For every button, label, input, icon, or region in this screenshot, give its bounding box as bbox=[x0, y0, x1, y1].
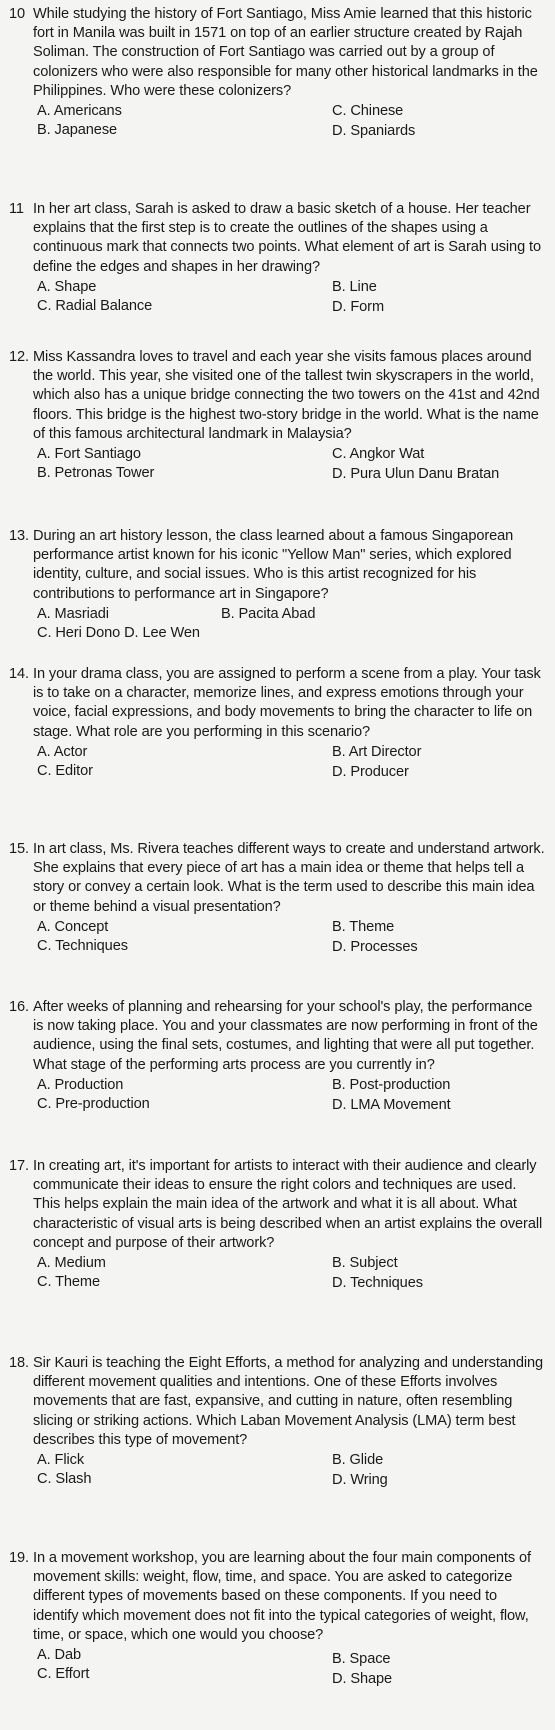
option-b[interactable]: B. Subject bbox=[332, 1255, 398, 1272]
answer-options bbox=[33, 1254, 545, 1294]
question-stem: In her art class, Sarah is asked to draw a basic sketch of a house. Her teacher explains that the first step is to create the outlines of the shapes using a continuous mark that connects two points. What element of art is Sarah using to define the edges and shapes in her drawing? bbox=[33, 201, 542, 275]
option-a[interactable]: A. Fort Santiago bbox=[37, 446, 141, 463]
question-stem: In a movement workshop, you are learning about the four main components of movement skills: weight, flow, time, and space. You are asked to categorize different types of movements based on these components. If you need to identify which movement does not fit into the typical categories of weight, flow, time, or space, which one would you choose? bbox=[33, 1550, 531, 1643]
option-a[interactable]: A. Medium bbox=[37, 1255, 106, 1272]
option-a[interactable]: A. Shape bbox=[37, 278, 97, 295]
question-stem: In art class, Ms. Rivera teaches different ways to create and understand artwork. She explains that every piece of art has a main idea or theme that helps tell a story or convey a certain look. What is the term used to describe this main idea or theme behind a visual presentation? bbox=[33, 841, 545, 915]
question-number: 18. bbox=[9, 1355, 29, 1371]
option-a[interactable]: A. Concept bbox=[37, 918, 109, 935]
option-b[interactable]: B. Art Director bbox=[332, 743, 422, 760]
question-number: 17. bbox=[9, 1158, 29, 1174]
option-a[interactable]: A. Production bbox=[37, 1076, 124, 1093]
question-number: 13. bbox=[9, 528, 29, 544]
option-c[interactable]: C. Radial Balance bbox=[37, 297, 153, 314]
question-number: 19. bbox=[9, 1550, 29, 1566]
answer-options bbox=[33, 278, 545, 318]
option-a[interactable]: A. Flick bbox=[37, 1452, 85, 1469]
question-stem: In creating art, it's important for artists to interact with their audience and clearly communicate their ideas to ensure the right colors and techniques are used. This helps explain the main idea of the artwork and what it is all about. What characteristic of visual arts is being described when an artist explains the overall concept and purpose of their artwork? bbox=[33, 1158, 543, 1251]
option-d[interactable]: D. Wring bbox=[332, 1472, 388, 1489]
question-stem: Sir Kauri is teaching the Eight Efforts, a method for analyzing and understanding different movement qualities and intentions. One of these Efforts involves movements that are fast, expansive, and cutting in nature, often resembling slicing or striking actions. Which Laban Movement Analysis (LMA) term best describes this type of movement? bbox=[33, 1355, 544, 1448]
option-a[interactable]: A. Actor bbox=[37, 743, 88, 760]
question-number: 12. bbox=[9, 349, 29, 365]
option-d[interactable]: D. Shape bbox=[332, 1671, 393, 1688]
option-d[interactable]: D. Producer bbox=[332, 763, 409, 780]
option-a[interactable]: A. Americans bbox=[37, 103, 122, 120]
option-b[interactable]: B. Pacita Abad bbox=[221, 605, 316, 622]
option-c[interactable]: C. Chinese bbox=[332, 103, 404, 120]
question-stem: During an art history lesson, the class learned about a famous Singaporean performance artist known for his iconic "Yellow Man" series, which explored identity, culture, and social issues. Who is this artist recognized for his contributions to performance art in Singapore? bbox=[33, 528, 514, 602]
option-b[interactable]: B. Theme bbox=[332, 918, 395, 935]
option-c[interactable]: C. Pre-production bbox=[37, 1095, 150, 1112]
answer-options bbox=[33, 1646, 545, 1686]
question-stem: Miss Kassandra loves to travel and each year she visits famous places around the world. This year, she visited one of the tallest twin skyscrapers in the world, which also has a unique bridge connecting the two towers on the 41st and 42nd floors. This bridge is the highest two-story bridge in the world. What is the name of this famous architectural landmark in Malaysia? bbox=[33, 349, 540, 442]
option-b[interactable]: B. Line bbox=[332, 278, 377, 295]
answer-options bbox=[33, 1451, 545, 1491]
question-19 bbox=[0, 1549, 555, 1686]
question-stem: While studying the history of Fort Santiago, Miss Amie learned that this historic fort in Manila was built in 1571 on top of an earlier structure created by Rajah Soliman. The construction of Fort Santiago was carried out by a group of colonizers who were also responsible for many other historical landmarks in the Philippines. Who were these colonizers? bbox=[33, 6, 538, 99]
option-c[interactable]: C. Theme bbox=[37, 1274, 101, 1291]
option-b[interactable]: B. Petronas Tower bbox=[37, 465, 155, 482]
question-18 bbox=[0, 1354, 555, 1491]
question-number: 10 bbox=[9, 6, 26, 22]
option-b[interactable]: B. Glide bbox=[332, 1452, 384, 1469]
question-16 bbox=[0, 998, 555, 1116]
question-number: 11 bbox=[9, 201, 24, 217]
option-c[interactable]: C. Editor bbox=[37, 762, 93, 779]
option-d[interactable]: D. Pura Ulun Danu Bratan bbox=[332, 466, 500, 483]
question-14 bbox=[0, 665, 555, 783]
answer-options bbox=[33, 605, 545, 645]
question-number: 16. bbox=[9, 999, 29, 1015]
option-c-d[interactable]: C. Heri Dono D. Lee Wen bbox=[37, 624, 200, 641]
option-b[interactable]: B. Post-production bbox=[332, 1076, 451, 1093]
question-number: 15. bbox=[9, 841, 29, 857]
option-c[interactable]: C. Slash bbox=[37, 1471, 92, 1488]
question-11 bbox=[0, 200, 555, 318]
option-d[interactable]: D. Form bbox=[332, 298, 384, 315]
option-a[interactable]: A. Dab bbox=[37, 1647, 82, 1664]
option-b[interactable]: B. Space bbox=[332, 1651, 391, 1668]
option-d[interactable]: D. Processes bbox=[332, 938, 418, 955]
option-a[interactable]: A. Masriadi bbox=[37, 605, 109, 622]
question-stem: After weeks of planning and rehearsing for your school's play, the performance is now taking place. You and your classmates are now performing in front of the audience, using the final sets, costumes, and lighting that were all put together. What stage of the performing arts process are you currently in? bbox=[33, 999, 538, 1073]
option-d[interactable]: D. LMA Movement bbox=[332, 1096, 451, 1113]
answer-options bbox=[33, 445, 545, 485]
option-c[interactable]: C. Techniques bbox=[37, 937, 128, 954]
question-stem: In your drama class, you are assigned to perform a scene from a play. Your task is to take on a character, memorize lines, and express emotions through your voice, facial expressions, and body movements to bring the character to life on stage. What role are you performing in this scenario? bbox=[33, 666, 541, 740]
question-17 bbox=[0, 1157, 555, 1294]
answer-options bbox=[33, 743, 545, 783]
question-12 bbox=[0, 348, 555, 485]
question-10 bbox=[0, 5, 555, 142]
question-15 bbox=[0, 840, 555, 958]
answer-options bbox=[33, 102, 545, 142]
option-b[interactable]: B. Japanese bbox=[37, 122, 118, 139]
option-d[interactable]: D. Techniques bbox=[332, 1275, 423, 1292]
question-13 bbox=[0, 527, 555, 645]
answer-options bbox=[33, 918, 545, 958]
option-c[interactable]: C. Effort bbox=[37, 1666, 90, 1683]
option-c[interactable]: C. Angkor Wat bbox=[332, 446, 425, 463]
question-number: 14. bbox=[9, 666, 29, 682]
answer-options bbox=[33, 1076, 545, 1116]
option-d[interactable]: D. Spaniards bbox=[332, 123, 416, 140]
